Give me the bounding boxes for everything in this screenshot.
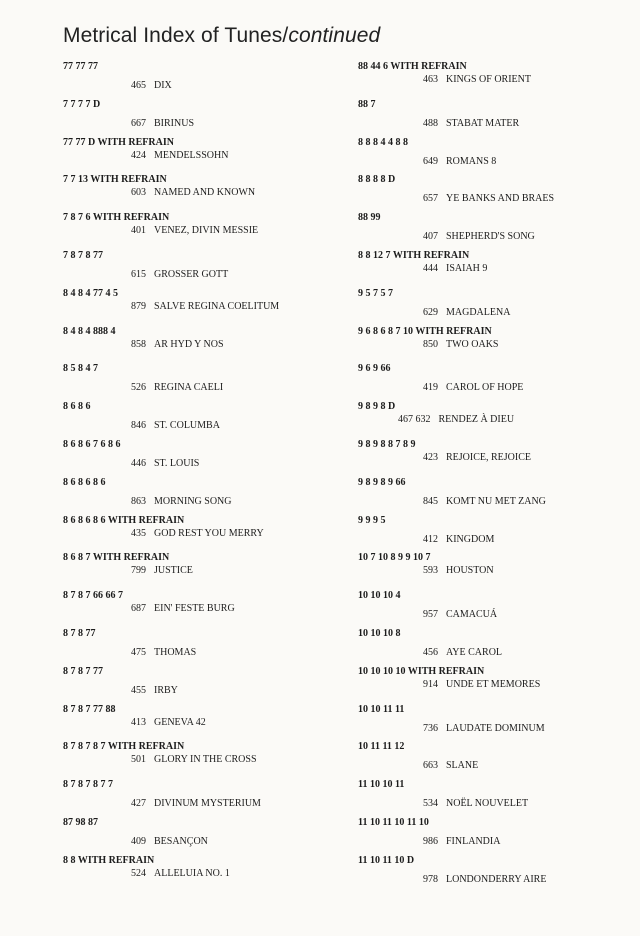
meter-heading: 8 4 8 4 888 4 xyxy=(63,325,116,337)
hymn-number: 419 xyxy=(423,382,438,394)
meter-heading: 9 8 9 8 9 66 xyxy=(358,476,406,488)
tune-line xyxy=(63,186,318,199)
meter-heading: 77 77 77 xyxy=(63,61,98,72)
meter-heading: 8 7 8 7 77 xyxy=(63,665,103,677)
tune-name: AYE CAROL xyxy=(446,646,503,658)
tune-name: MENDELSSOHN xyxy=(154,149,229,161)
tune-name: IRBY xyxy=(154,684,178,696)
tune-name: BIRINUS xyxy=(154,117,195,129)
meter-heading: 8 7 8 7 8 7 7 xyxy=(63,779,113,791)
tune-line xyxy=(358,678,613,691)
hymn-number: 629 xyxy=(423,306,438,318)
tune-name: MORNING SONG xyxy=(154,495,232,507)
tune-name: KOMT NU MET ZANG xyxy=(446,495,546,507)
tune-name: NOËL NOUVELET xyxy=(446,798,529,810)
hymn-number: 463 xyxy=(423,74,438,85)
tune-line xyxy=(63,646,318,659)
hymn-number: 427 xyxy=(131,798,146,810)
tune-line xyxy=(358,413,613,426)
hymn-number: 603 xyxy=(131,187,146,199)
hymn-number: 456 xyxy=(423,646,438,658)
meter-entry xyxy=(63,816,318,854)
hymn-number: 407 xyxy=(423,231,438,243)
meter-heading: 8 6 8 6 8 6 WITH REFRAIN xyxy=(63,514,185,526)
hymn-number: 615 xyxy=(131,268,146,280)
tune-line xyxy=(358,155,613,168)
tune-line xyxy=(63,527,318,540)
meter-heading: 9 6 9 66 xyxy=(358,363,391,375)
hymn-number: 687 xyxy=(131,603,146,615)
meter-heading: 10 10 11 11 xyxy=(358,703,405,715)
tune-line xyxy=(63,564,318,577)
tune-name: HOUSTON xyxy=(446,565,494,577)
meter-entry xyxy=(63,476,318,514)
tune-name: GOD REST YOU MERRY xyxy=(154,527,264,539)
meter-entry xyxy=(358,136,613,174)
left-column xyxy=(63,60,318,892)
meter-heading: 7 7 7 7 D xyxy=(63,98,101,110)
tune-line xyxy=(63,797,318,810)
meter-heading: 9 8 9 8 8 7 8 9 xyxy=(358,438,416,450)
hymn-number: 401 xyxy=(131,225,146,237)
tune-name: FINLANDIA xyxy=(446,835,501,847)
tune-line xyxy=(358,495,613,508)
meter-entry xyxy=(63,665,318,703)
tune-name: ISAIAH 9 xyxy=(446,262,488,274)
hymn-number: 524 xyxy=(131,867,146,879)
meter-entry xyxy=(63,325,318,363)
meter-heading: 8 8 8 4 4 8 8 xyxy=(358,136,408,148)
meter-entry xyxy=(63,136,318,174)
tune-name: BESANÇON xyxy=(154,835,208,847)
tune-line xyxy=(358,451,613,464)
meter-heading: 7 8 7 8 77 xyxy=(63,249,103,261)
hymn-number: 649 xyxy=(423,155,438,167)
tune-name: CAMACUÁ xyxy=(446,609,498,621)
meter-entry xyxy=(358,173,613,211)
tune-name: ALLELUIA NO. 1 xyxy=(154,867,230,879)
tune-name: JUSTICE xyxy=(154,565,193,577)
tune-line xyxy=(358,192,613,205)
tune-line xyxy=(63,716,318,729)
meter-heading: 10 10 10 4 xyxy=(358,590,401,602)
meter-heading: 8 8 8 8 D xyxy=(358,174,396,186)
tune-name: STABAT MATER xyxy=(446,117,520,129)
tune-name: ST. LOUIS xyxy=(154,457,200,469)
hymn-number: 412 xyxy=(423,533,438,545)
tune-name: SLANE xyxy=(446,760,479,772)
hymn-number: 423 xyxy=(423,451,438,463)
meter-entry xyxy=(63,211,318,249)
tune-name: DIX xyxy=(154,80,172,91)
meter-heading: 8 4 8 4 77 4 5 xyxy=(63,287,118,299)
tune-name: GROSSER GOTT xyxy=(154,268,229,280)
hymn-number: 475 xyxy=(131,646,146,658)
tune-name: REJOICE, REJOICE xyxy=(446,451,531,463)
hymn-number: 526 xyxy=(131,382,146,394)
tune-line xyxy=(63,338,318,351)
hymn-number: 863 xyxy=(131,495,146,507)
meter-entry xyxy=(63,98,318,136)
meter-entry xyxy=(358,98,613,136)
tune-name: YE BANKS AND BRAES xyxy=(446,193,555,205)
tune-line xyxy=(63,117,318,130)
tune-line xyxy=(358,381,613,394)
hymn-number: 845 xyxy=(423,495,438,507)
meter-entry xyxy=(358,325,613,363)
tune-name: ST. COLUMBA xyxy=(154,420,220,432)
hymn-number: 957 xyxy=(423,609,438,621)
tune-line xyxy=(63,495,318,508)
tune-line xyxy=(63,753,318,766)
right-column xyxy=(358,60,613,892)
tune-line xyxy=(63,457,318,470)
meter-heading: 8 8 WITH REFRAIN xyxy=(63,854,155,866)
meter-entry xyxy=(63,854,318,892)
meter-entry xyxy=(358,362,613,400)
meter-entry xyxy=(358,589,613,627)
tune-name: UNDE ET MEMORES xyxy=(446,678,541,690)
hymn-number: 488 xyxy=(423,117,438,129)
hymn-number: 799 xyxy=(131,565,146,577)
tune-name: SALVE REGINA COELITUM xyxy=(154,300,280,312)
meter-heading: 9 9 9 5 xyxy=(358,514,386,526)
hymn-number: 593 xyxy=(423,565,438,577)
meter-heading: 88 7 xyxy=(358,98,376,110)
meter-heading: 10 11 11 12 xyxy=(358,741,405,753)
tune-name: NAMED AND KNOWN xyxy=(154,187,256,199)
tune-line xyxy=(358,338,613,351)
tune-line xyxy=(358,608,613,621)
hymn-number: 657 xyxy=(423,193,438,205)
hymn-number: 424 xyxy=(131,149,146,161)
meter-entry xyxy=(358,438,613,476)
page-title-suffix: continued xyxy=(288,24,381,47)
tune-line xyxy=(358,797,613,810)
tune-line xyxy=(358,873,613,886)
meter-entry xyxy=(358,627,613,665)
hymn-number: 409 xyxy=(131,835,146,847)
meter-heading: 10 7 10 8 9 9 10 7 xyxy=(358,552,431,564)
meter-entry xyxy=(358,514,613,552)
tune-line xyxy=(358,835,613,848)
meter-heading: 8 6 8 6 8 6 xyxy=(63,476,106,488)
tune-name: VENEZ, DIVIN MESSIE xyxy=(154,225,259,237)
meter-entry xyxy=(358,211,613,249)
meter-heading: 9 6 8 6 8 7 10 WITH REFRAIN xyxy=(358,325,492,337)
meter-entry xyxy=(63,173,318,211)
tune-name: RENDEZ À DIEU xyxy=(438,414,515,426)
meter-entry xyxy=(358,778,613,816)
hymn-number: 465 xyxy=(131,80,146,91)
tune-name: LONDONDERRY AIRE xyxy=(446,873,547,885)
tune-name: ROMANS 8 xyxy=(446,155,497,167)
meter-heading: 11 10 11 10 11 10 xyxy=(358,816,429,828)
meter-heading: 8 6 8 6 xyxy=(63,401,91,413)
meter-heading: 87 98 87 xyxy=(63,816,98,828)
meter-entry xyxy=(63,438,318,476)
meter-entry xyxy=(358,665,613,703)
meter-heading: 8 7 8 77 xyxy=(63,627,96,639)
tune-name: TWO OAKS xyxy=(446,338,499,350)
hymn-number: 978 xyxy=(423,873,438,885)
tune-name: LAUDATE DOMINUM xyxy=(446,722,545,734)
meter-heading: 77 77 D WITH REFRAIN xyxy=(63,136,174,148)
hymn-number: 435 xyxy=(131,527,146,539)
tune-line xyxy=(63,419,318,432)
meter-entry xyxy=(358,703,613,741)
tune-name: SHEPHERD'S SONG xyxy=(446,231,535,243)
hymn-number: 736 xyxy=(423,722,438,734)
meter-entry xyxy=(358,60,613,98)
tune-name: THOMAS xyxy=(154,646,197,658)
meter-entry xyxy=(63,362,318,400)
tune-line xyxy=(358,230,613,243)
hymn-number: 879 xyxy=(131,300,146,312)
hymn-number: 413 xyxy=(131,716,146,728)
hymn-number: 846 xyxy=(131,420,146,432)
meter-heading: 8 6 8 6 7 6 8 6 xyxy=(63,438,121,450)
hymn-number: 858 xyxy=(131,338,146,350)
tune-name: AR HYD Y NOS xyxy=(154,338,224,350)
meter-heading: 7 7 13 WITH REFRAIN xyxy=(63,174,167,186)
meter-heading: 8 5 8 4 7 xyxy=(63,363,98,375)
tune-line xyxy=(358,262,613,275)
tune-name: KINGDOM xyxy=(446,533,495,545)
tune-line xyxy=(63,268,318,281)
tune-line xyxy=(358,722,613,735)
meter-entry xyxy=(63,287,318,325)
tune-line xyxy=(358,117,613,130)
meter-entry xyxy=(358,740,613,778)
tune-name: EIN' FESTE BURG xyxy=(154,603,235,615)
meter-heading: 8 8 12 7 WITH REFRAIN xyxy=(358,249,470,261)
hymn-number: 467 632 xyxy=(398,414,431,426)
tune-line xyxy=(63,684,318,697)
tune-line xyxy=(358,533,613,546)
meter-entry xyxy=(358,816,613,854)
meter-entry xyxy=(358,476,613,514)
meter-entry xyxy=(358,551,613,589)
hymn-number: 501 xyxy=(131,754,146,766)
meter-heading: 88 99 xyxy=(358,212,381,224)
page-title-main: Metrical Index of Tunes/ xyxy=(63,24,289,47)
meter-entry xyxy=(358,249,613,287)
tune-name: MAGDALENA xyxy=(446,306,511,318)
tune-line xyxy=(63,149,318,162)
tune-line xyxy=(63,300,318,313)
meter-entry xyxy=(358,400,613,438)
tune-line xyxy=(63,835,318,848)
meter-heading: 8 7 8 7 8 7 WITH REFRAIN xyxy=(63,741,185,753)
meter-heading: 8 7 8 7 66 66 7 xyxy=(63,590,123,602)
tune-line xyxy=(63,79,318,92)
meter-heading: 10 10 10 8 xyxy=(358,627,401,639)
tune-name: REGINA CAELI xyxy=(154,382,224,394)
tune-line xyxy=(63,602,318,615)
tune-name: GENEVA 42 xyxy=(154,716,206,728)
hymn-number: 446 xyxy=(131,457,146,469)
meter-heading: 88 44 6 WITH REFRAIN xyxy=(358,61,467,72)
tune-line xyxy=(63,224,318,237)
tune-name: CAROL OF HOPE xyxy=(446,382,524,394)
hymn-number: 444 xyxy=(423,262,438,274)
tune-line xyxy=(358,306,613,319)
tune-line xyxy=(358,564,613,577)
meter-heading: 9 8 9 8 D xyxy=(358,401,396,413)
meter-entry xyxy=(63,551,318,589)
meter-entry xyxy=(63,589,318,627)
tune-line xyxy=(63,867,318,880)
meter-heading: 9 5 7 5 7 xyxy=(358,287,393,299)
meter-heading: 7 8 7 6 WITH REFRAIN xyxy=(63,212,170,224)
meter-entry xyxy=(63,627,318,665)
meter-entry xyxy=(63,514,318,552)
meter-entry xyxy=(63,740,318,778)
meter-entry xyxy=(63,400,318,438)
meter-heading: 8 7 8 7 77 88 xyxy=(63,703,116,715)
page-title xyxy=(63,24,380,48)
tune-name: GLORY IN THE CROSS xyxy=(154,754,257,766)
hymn-number: 850 xyxy=(423,338,438,350)
meter-entry xyxy=(63,249,318,287)
meter-entry xyxy=(358,287,613,325)
meter-heading: 11 10 11 10 D xyxy=(358,854,415,866)
tune-line xyxy=(358,73,613,86)
meter-heading: 11 10 10 11 xyxy=(358,779,405,791)
meter-heading: 8 6 8 7 WITH REFRAIN xyxy=(63,552,170,564)
hymn-number: 914 xyxy=(423,678,438,690)
tune-line xyxy=(358,759,613,772)
tune-name: KINGS OF ORIENT xyxy=(446,74,531,85)
meter-entry xyxy=(63,703,318,741)
hymn-number: 534 xyxy=(423,798,438,810)
meter-heading: 10 10 10 10 WITH REFRAIN xyxy=(358,665,485,677)
meter-entry xyxy=(63,778,318,816)
hymn-number: 663 xyxy=(423,760,438,772)
hymn-number: 986 xyxy=(423,835,438,847)
hymn-number: 667 xyxy=(131,117,146,129)
tune-line xyxy=(358,646,613,659)
tune-name: DIVINUM MYSTERIUM xyxy=(154,798,261,810)
meter-entry xyxy=(358,854,613,892)
tune-line xyxy=(63,381,318,394)
hymn-number: 455 xyxy=(131,684,146,696)
meter-entry xyxy=(63,60,318,98)
